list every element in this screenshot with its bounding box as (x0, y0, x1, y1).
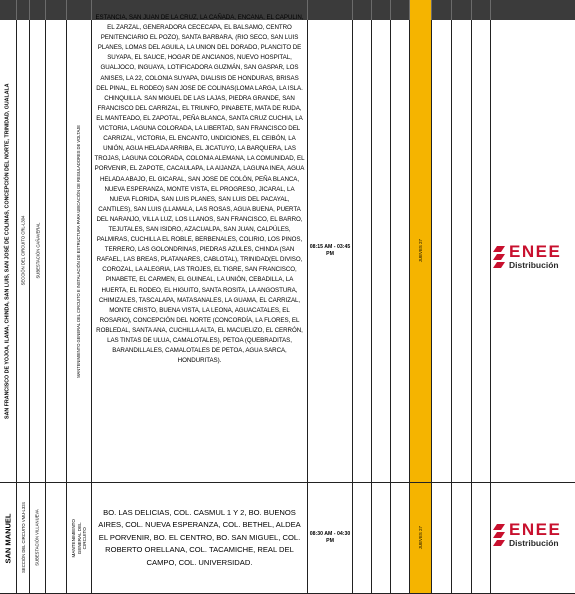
blank-cell (472, 20, 491, 483)
descripcion-text: BO. LAS DELICIAS, COL. CASMUL 1 Y 2, BO. BUENOS AIRES, COL. NUEVA ESPERANZA, COL. BETHEL, ALDEA EL PORVENIR, BO. EL CENTRO, BO. SAN MIGUEL, COL. ROBERTO ORELLANA, COL. TACAMICHE, REAL DEL CAMPO, COL. UNIVERSIDAD. (98, 507, 301, 567)
descripcion-cell (92, 14, 308, 483)
colonias-text: SAN FRANCISCO DE YOJOA, ILAMA, CHINDA, SAN LUIS, SAN JOSÉ DE COLINAS, CONCEPCIÓN DEL NORTE, TRINIDAD, GUALALA (4, 83, 11, 419)
horario-cell (308, 483, 353, 594)
seccion-text: SECCIÓN DEL CIRCUITO CRL-L304 (20, 216, 26, 286)
logo-subtitle: Distribución (509, 538, 559, 548)
header-cell (372, 0, 391, 20)
header-cell (0, 0, 17, 20)
header-cell (432, 0, 452, 20)
enee-mark-icon (493, 246, 505, 268)
colonias-cell (0, 483, 17, 594)
horario-text: 08:15 AM - 03:45 PM (309, 244, 351, 257)
seccion-cell (17, 20, 30, 483)
header-cell (308, 0, 353, 20)
logo-subtitle: Distribución (509, 260, 559, 270)
header-cell (391, 0, 410, 20)
dia-text: JUEVES 27 (417, 239, 423, 263)
trabajo-cell (67, 20, 92, 483)
descripcion-text: ESTANCIA, SAN JUAN DE LA CRUZ, LA CAÑADA, ENCANA, EL CAPULIN, EL ZARZAL, GENERADORA CECECAPA, EL BALSAMO, CENTRO PENITENCIARIO EL POZO), SANTA BARBARA, (RIO SECO, SAN LUIS PLANES, LOMAS DEL AGUILA, LA UNION DEL DORADO, PLANCITO DE SUYAPA, EL SAUCE, HOGAR DE ANCIANOS, NUEVO HOSPITAL, GUALJOCO, INGUAYA, LOTIFICADORA GUZMÁN, SAN GASPAR, LOS ANISES, LA 22, COLONIA SUYAPA, DIALISIS DE HONDURAS, BRISAS DEL PINAL, EL RODEO) SAN JOSE DE COLINAS(LOMA LARGA, LA ISLA. CHINQUILLA. SAN MIGUEL DE LAS LAJAS, PIEDRA GRANDE, SAN FRANCISCO DEL CARRIZAL, EL TRIUNFO, PINABETE, MATA DE RUDA, EL MANTEADO, EL ZAPOTAL, PEÑA BLANCA, SANTA CRUZ CUCHIA, LA VICTORIA, LAGUNA COLORADA, LA LIBERTAD, SAN FRANCISCO DEL CARRIZAL, VICTORIA, EL ENCANTO, UNDICIONES, EL CEIBÓN, LA UNIÓN, AGUA HELADA ARRIBA, EL JICATUYO, LA BARQUERA, LAS TROJAS, LAGUNA COLORADA, COLONIA ALEMANA, LA COMUNIDAD, EL PORVENIR, EL ZAPOTE, CACAULAPA, LA AIJANZA, LAGUNA INEA, AGUA HELADA ABAJO, EL GICARAL, SAN JOSE DE COLÓN, PEÑA BLANCA, NUEVA ESPERANZA, MONTE VISTA, EL PROGRESO, JICARAL, LA NUEVA FLORIDA, SAN LUIS PLANES, SAN LUIS DEL PACAYAL, CANTILES), SAN LUIS (LLAMALA, LAS ROSAS, AGUA BUENA, PUERTA DEL NARANJO, VILLA LUZ, LOS LLANOS, SAN FRANCISCO, EL BARRO, TEJUTALES, SAN ISIDRO, AZACUALPA, SAN JUAN, CALPÚLES, PALMIRAS, CUCHILLA EL ROBLE, BERBENALES, COLIRIO, LOS PINOS, TERRERO, LAS GOLONDRINAS, PIEDRAS AZULES, CHINDA (SAN RAFAEL, LAS BREAS, PLATANARES, CABLOTAL), TRINIDAD(EL DIVISO, COROZAL, LA ALEGRIA, LAS TROJES, EL TIGRE, SAN FRANCISCO, PINABETE, EL CARMEN, EL GUINEAL, LA UNIÓN, CEBADILLA, LA HUERTA, EL RODEO, EL HIGUITO, SANTA ROSITA, LA ANGOSTURA, CHIMIZALES, TASCALAPA, MATASANALES, LA GUAMA, EL CARRIZAL, MONTE CRISTO, BUENA VISTA, LA LEONA, AGUACATALES, EL ROSARIO), CONCEPCIÓN DEL NORTE (CONCORDÍA, LA FLORES, EL ROBLEDAL, SANTA ANA, CUCHILLA ALTA, EL MACUELIZO, EL CERRÓN, LAS TINTAS DE ULUA, CAMALOTALES), PETOA (QUEBRADITAS, BARANDILLALES, CAMALOTALES DE PETOA, AGUA SARCA, HONDURITAS). (94, 14, 305, 365)
logo-cell (491, 483, 575, 594)
blank-cell (432, 483, 452, 594)
header-cell (17, 0, 30, 20)
blank-cell (372, 483, 391, 594)
subestacion-text: SUBESTACIÓN VILLANUEVA (34, 509, 40, 567)
enee-logo (491, 242, 563, 272)
horario-cell (308, 20, 353, 483)
header-cell (46, 0, 67, 20)
trabajo-text: MANTENIMIENTO GENERAL DEL CIRCUITO E INSTALACIÓN DE ESTRUCTURA PARA UBICACIÓN DE REGULADORES DE VOLTAJE (75, 124, 81, 378)
blank-cell (432, 20, 452, 483)
logo-cell (491, 20, 575, 483)
colonias-cell (0, 20, 17, 483)
descripcion-cell (92, 483, 308, 594)
blank-cell (353, 20, 372, 483)
blank-cell (46, 20, 67, 483)
colonias-text: SAN MANUEL (3, 513, 13, 563)
blank-cell (452, 483, 472, 594)
blank-cell (452, 20, 472, 483)
table-row (0, 483, 575, 594)
subestacion-cell (30, 20, 46, 483)
header-cell (30, 0, 46, 20)
subestacion-text: SUBESTACIÓN CAÑAVERAL (34, 223, 40, 279)
header-cell (353, 0, 372, 20)
logo-name: ENEE (509, 520, 562, 539)
trabajo-text: MANTENIMIENTO GENERAL DEL CIRCUITO (70, 518, 87, 558)
blank-cell (353, 483, 372, 594)
horario-text: 08:30 AM - 04:30 PM (309, 531, 351, 544)
enee-mark-icon (493, 524, 505, 546)
header-cell (67, 0, 92, 20)
blank-cell (391, 483, 410, 594)
header-cell-highlight (410, 0, 432, 20)
table-row (0, 14, 575, 483)
trabajo-cell (67, 483, 92, 594)
logo-name: ENEE (509, 242, 562, 261)
blank-cell (46, 483, 67, 594)
blank-cell (391, 20, 410, 483)
enee-logo (491, 520, 563, 550)
dia-cell (410, 20, 432, 483)
header-cell (452, 0, 472, 20)
dia-text: JUEVES 27 (417, 526, 423, 550)
header-cell (491, 0, 575, 20)
seccion-text: SECCIÓN DEL CIRCUITO VMU-L324 (20, 502, 26, 574)
dia-cell (410, 483, 432, 594)
seccion-cell (17, 483, 30, 594)
blank-cell (472, 483, 491, 594)
subestacion-cell (30, 483, 46, 594)
header-cell (472, 0, 491, 20)
blank-cell (372, 20, 391, 483)
